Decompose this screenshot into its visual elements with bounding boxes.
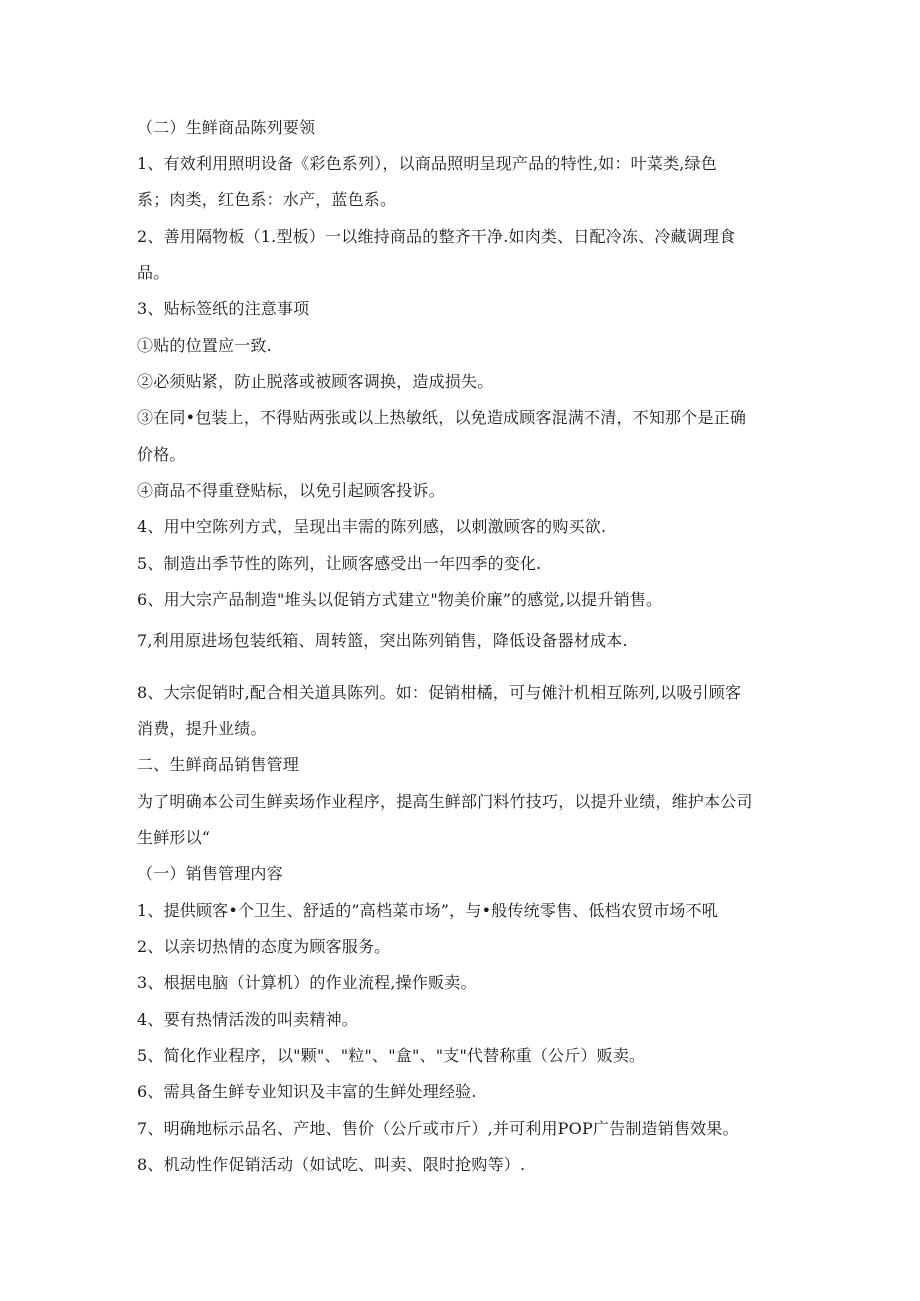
text-line: ④商品不得重登贴标，以免引起顾客投诉。 — [137, 481, 445, 500]
text-line: 品。 — [137, 263, 170, 282]
text-line: ①贴的位置应一致. — [137, 336, 272, 355]
text-line: 2、以亲切热情的态度为顾客服务。 — [137, 937, 391, 956]
text-line: 价格。 — [137, 445, 186, 464]
text-line: 8、机动性作促销活动（如试吃、叫卖、限时抢购等）. — [137, 1155, 526, 1174]
text-line: 6、用大宗产品制造"堆头以促销方式建立"物美价廉”的感觉,以提升销售。 — [137, 590, 663, 609]
text-line: 5、简化作业程序，以"颗"、"粒"、"盒"、"支"代替称重（公斤）贩卖。 — [137, 1046, 646, 1065]
text-line: 消费，提升业绩。 — [137, 719, 267, 738]
text-line: 1、提供顾客•个卫生、舒适的”高档菜市场”，与•般传统零售、低档农贸市场不吼 — [137, 901, 719, 920]
text-line: 3、贴标签纸的注意事项 — [137, 299, 310, 318]
text-line: 1、有效利用照明设备《彩色系列），以商品照明呈现产品的特性,如：叶菜类,绿色 — [137, 154, 717, 173]
text-line: 8、大宗促销时,配合相关道具陈列。如：促销柑橘，可与傩汁机相互陈列,以吸引顾客 — [137, 683, 742, 702]
text-line: 7,利用原进场包装纸箱、周转篮，突出陈列销售，降低设备器材成本. — [137, 631, 628, 650]
text-line: ③在同•包装上，不得贴两张或以上热敏纸，以免造成顾客混满不清，不知那个是正确 — [137, 408, 747, 427]
text-line: 4、要有热情活泼的叫卖精神。 — [137, 1010, 358, 1029]
text-line: 6、需具备生鲜专业知识及丰富的生鲜处理经验. — [137, 1082, 477, 1101]
section-heading-sales: 二、生鲜商品销售管理 — [137, 755, 300, 774]
text-line: 7、明确地标示品名、产地、售价（公斤或市斤）,并可利用POP广告制造销售效果。 — [137, 1119, 739, 1138]
text-line: 2、善用隔物板（1.型板）一以维持商品的整齐干净.如肉类、日配冷冻、冷藏调理食 — [137, 227, 736, 246]
subsection-heading-sales-content: （一）销售管理内容 — [137, 864, 283, 883]
text-line: 为了明确本公司生鲜卖场作业程序，提高生鲜部门料竹技巧，以提升业绩，维护本公司 — [137, 792, 753, 811]
text-line: 系；肉类，红色系：水产，蓝色系。 — [137, 190, 397, 209]
text-line: 5、制造出季节性的陈列，让顾客感受出一年四季的变化. — [137, 554, 542, 573]
text-line: 生鲜形以“ — [137, 828, 211, 847]
text-line: ②必须贴紧，防止脱落或被顾客调换，造成损失。 — [137, 372, 494, 391]
text-line: 3、根据电脑（计算机）的作业流程,操作贩卖。 — [137, 973, 477, 992]
text-line: 4、用中空陈列方式，呈现出丰需的陈列感，以刺激顾客的购买欲. — [137, 517, 607, 536]
section-heading-display: （二）生鲜商品陈列要领 — [137, 118, 316, 137]
